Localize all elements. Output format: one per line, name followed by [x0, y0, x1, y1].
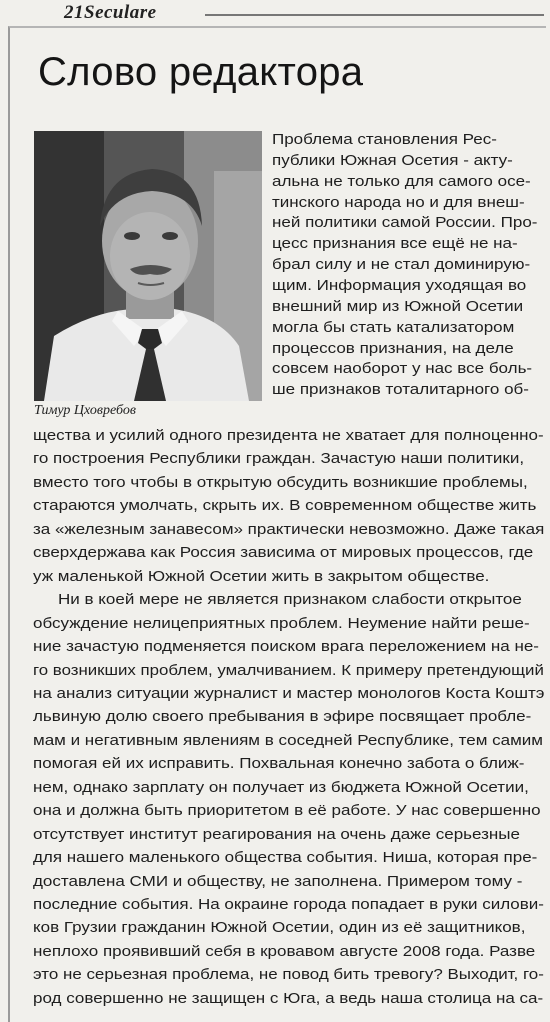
article-line: Проблема становления Рес- [272, 131, 497, 148]
article-line: уж маленькой Южной Осетии жить в закрытом обществе. [33, 567, 490, 585]
article-line: на анализ ситуации журналист и мастер монологов Коста Коштэ [33, 684, 545, 702]
article-line: ние зачастую подменяется поиском врага переложением на не- [33, 638, 539, 656]
article-line: род совершенно не защищен с Юга, а ведь наша столица на са- [33, 989, 544, 1007]
article-line: го построения Республики граждан. Зачастую наши политики, [33, 450, 525, 468]
article-line: альна не только для самого осе- [272, 172, 531, 190]
article-line: брал силу и не стал доминирую- [272, 256, 531, 274]
article-line: мам и негативным явлениям в соседней Республике, тем самим [33, 731, 543, 749]
article-line: за «железным занавесом» практически невозможно. Даже такая [33, 520, 545, 538]
article-line: цесс признания все ещё не на- [272, 235, 518, 253]
article-line: это не серьезная проблема, не повод бить тревогу? Выходит, го- [33, 966, 544, 984]
article-line: неплохо проявивший себя в кровавом августе 2008 года. Разве [33, 942, 536, 960]
article-line: вместо того чтобы в открытую обсудить возникшие проблемы, [33, 473, 528, 491]
article-line: могла бы стать катализатором [272, 318, 515, 336]
article-line: она и должна быть приоритетом в её работе. У нас совершенно [33, 802, 541, 820]
article-line: львиную долю своего пребывания в эфире посвящает пробле- [33, 708, 532, 726]
page-header [0, 0, 550, 26]
article-line: щим. Информация уходящая во [272, 276, 527, 294]
header-rule [205, 14, 544, 16]
article-line: для нашего маленького общества события. Ниша, которая пре- [33, 849, 538, 867]
article-line: стараются умолчать, скрыть их. В современном обществе жить [33, 497, 537, 515]
editor-photo [34, 131, 262, 401]
article-line: тинского народа но и для внеш- [272, 193, 525, 211]
article-line: последние события. На окраине города попадает в руки силови- [33, 896, 544, 913]
article-line: сверхдержава как Россия зависима от мировых процессов, где [33, 544, 534, 562]
photo-caption: Тимур Цховребов [34, 403, 136, 418]
article-line: ков Грузии гражданин Южной Осетии, один из её защитников, [33, 919, 526, 937]
article-line: внешний мир из Южной Осетии [272, 297, 524, 315]
article-line: доставлена СМИ и обществу, не заполнена. Примером тому - [33, 872, 523, 890]
article-line: отсутствует институт реагирования на очень даже серьезные [33, 825, 521, 843]
article-line: публики Южная Осетия - акту- [272, 151, 513, 169]
article-line: обсуждение нелицеприятных проблем. Неумение найти реше- [33, 614, 530, 632]
article-line: Ни в коей мере не является признаком слабости открытое [58, 591, 522, 609]
article-line: процессов признания, на деле [272, 339, 514, 357]
article-title: Слово редактора [38, 50, 364, 94]
article-line: нем, однако зарплату он получает из бюджета Южной Осетии, [33, 778, 529, 796]
article-line: щества и усилий одного президента не хватает для полноценно- [33, 427, 544, 444]
article-line: ней политики самой России. Про- [272, 214, 538, 232]
article-line: совсем наоборот у нас все боль- [272, 360, 533, 378]
article-line: помогая ей их исправить. Похвальная конечно забота о ближ- [33, 755, 525, 773]
publication-brand: 21Seculare [64, 2, 157, 23]
article-line: го возникших проблем, умалчиванием. К примеру претендующий [33, 661, 544, 679]
article-line: ше признаков тоталитарного об- [272, 381, 529, 399]
